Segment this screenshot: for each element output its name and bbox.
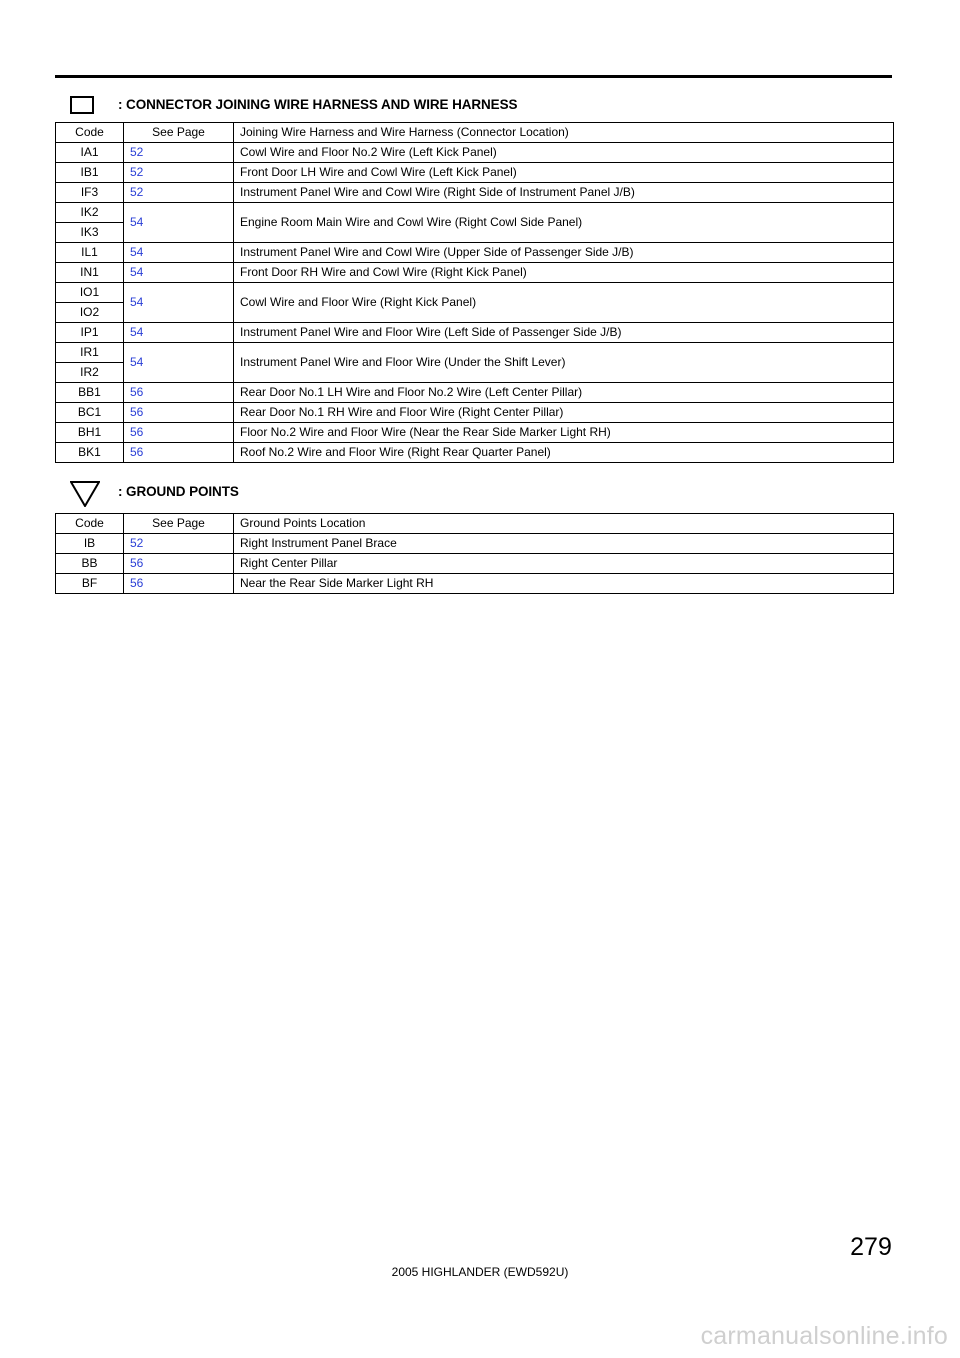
table-row xyxy=(56,443,894,463)
row-description: Engine Room Main Wire and Cowl Wire (Right Cowl Side Panel) xyxy=(234,203,894,243)
row-description: Front Door RH Wire and Cowl Wire (Right Kick Panel) xyxy=(234,263,894,283)
page-number: 279 xyxy=(850,1233,892,1261)
see-page-link[interactable]: 54 xyxy=(124,323,234,343)
see-page-link[interactable]: 56 xyxy=(124,443,234,463)
table-row xyxy=(56,263,894,283)
table-header-row xyxy=(56,123,894,143)
ground-triangle-icon xyxy=(70,481,100,507)
row-code: BB xyxy=(56,554,124,574)
see-page-link[interactable]: 52 xyxy=(124,183,234,203)
ground-section-title: : GROUND POINTS xyxy=(118,484,239,499)
table-row xyxy=(56,323,894,343)
table-row xyxy=(56,283,894,303)
header-code: Code xyxy=(56,123,124,143)
header-see-page: See Page xyxy=(124,514,234,534)
row-description: Cowl Wire and Floor No.2 Wire (Left Kick Panel) xyxy=(234,143,894,163)
see-page-link[interactable]: 56 xyxy=(124,574,234,594)
watermark: carmanualsonline.info xyxy=(700,1322,948,1350)
row-code: IR2 xyxy=(56,363,124,383)
see-page-link[interactable]: 56 xyxy=(124,423,234,443)
row-code: IK3 xyxy=(56,223,124,243)
see-page-link[interactable]: 54 xyxy=(124,203,234,243)
ground-points-table xyxy=(55,513,894,594)
row-description: Instrument Panel Wire and Cowl Wire (Upper Side of Passenger Side J/B) xyxy=(234,243,894,263)
row-description: Instrument Panel Wire and Floor Wire (Under the Shift Lever) xyxy=(234,343,894,383)
see-page-link[interactable]: 54 xyxy=(124,243,234,263)
see-page-link[interactable]: 54 xyxy=(124,263,234,283)
see-page-link[interactable]: 54 xyxy=(124,343,234,383)
row-code: BC1 xyxy=(56,403,124,423)
row-code: IB xyxy=(56,534,124,554)
row-code: IL1 xyxy=(56,243,124,263)
table-row xyxy=(56,403,894,423)
row-description: Right Center Pillar xyxy=(234,554,894,574)
row-code: IA1 xyxy=(56,143,124,163)
row-code: IO1 xyxy=(56,283,124,303)
see-page-link[interactable]: 56 xyxy=(124,403,234,423)
row-description: Roof No.2 Wire and Floor Wire (Right Rear Quarter Panel) xyxy=(234,443,894,463)
table-row xyxy=(56,183,894,203)
row-code: BB1 xyxy=(56,383,124,403)
row-description: Rear Door No.1 LH Wire and Floor No.2 Wire (Left Center Pillar) xyxy=(234,383,894,403)
see-page-link[interactable]: 54 xyxy=(124,283,234,323)
row-description: Near the Rear Side Marker Light RH xyxy=(234,574,894,594)
row-description: Instrument Panel Wire and Cowl Wire (Right Side of Instrument Panel J/B) xyxy=(234,183,894,203)
header-description: Joining Wire Harness and Wire Harness (Connector Location) xyxy=(234,123,894,143)
table-row xyxy=(56,163,894,183)
table-row xyxy=(56,383,894,403)
row-code: IP1 xyxy=(56,323,124,343)
row-description: Right Instrument Panel Brace xyxy=(234,534,894,554)
see-page-link[interactable]: 56 xyxy=(124,554,234,574)
table-row xyxy=(56,343,894,363)
see-page-link[interactable]: 52 xyxy=(124,143,234,163)
connector-section-title: : CONNECTOR JOINING WIRE HARNESS AND WIRE HARNESS xyxy=(118,97,518,112)
header-code: Code xyxy=(56,514,124,534)
row-code: BH1 xyxy=(56,423,124,443)
row-code: IB1 xyxy=(56,163,124,183)
row-code: BF xyxy=(56,574,124,594)
row-description: Front Door LH Wire and Cowl Wire (Left Kick Panel) xyxy=(234,163,894,183)
see-page-link[interactable]: 56 xyxy=(124,383,234,403)
header-see-page: See Page xyxy=(124,123,234,143)
row-description: Rear Door No.1 RH Wire and Floor Wire (Right Center Pillar) xyxy=(234,403,894,423)
table-row xyxy=(56,243,894,263)
table-row xyxy=(56,423,894,443)
row-code: IN1 xyxy=(56,263,124,283)
table-header-row xyxy=(56,514,894,534)
connector-table xyxy=(55,122,894,463)
row-code: IF3 xyxy=(56,183,124,203)
table-row xyxy=(56,143,894,163)
row-code: IO2 xyxy=(56,303,124,323)
see-page-link[interactable]: 52 xyxy=(124,163,234,183)
row-description: Cowl Wire and Floor Wire (Right Kick Panel) xyxy=(234,283,894,323)
row-code: BK1 xyxy=(56,443,124,463)
top-rule xyxy=(55,75,892,78)
see-page-link[interactable]: 52 xyxy=(124,534,234,554)
header-description: Ground Points Location xyxy=(234,514,894,534)
table-row xyxy=(56,554,894,574)
row-description: Floor No.2 Wire and Floor Wire (Near the Rear Side Marker Light RH) xyxy=(234,423,894,443)
row-code: IR1 xyxy=(56,343,124,363)
row-code: IK2 xyxy=(56,203,124,223)
footer-title: 2005 HIGHLANDER (EWD592U) xyxy=(391,1265,569,1279)
table-row xyxy=(56,574,894,594)
table-row xyxy=(56,203,894,223)
connector-rectangle-icon xyxy=(70,96,94,114)
table-row xyxy=(56,534,894,554)
row-description: Instrument Panel Wire and Floor Wire (Left Side of Passenger Side J/B) xyxy=(234,323,894,343)
